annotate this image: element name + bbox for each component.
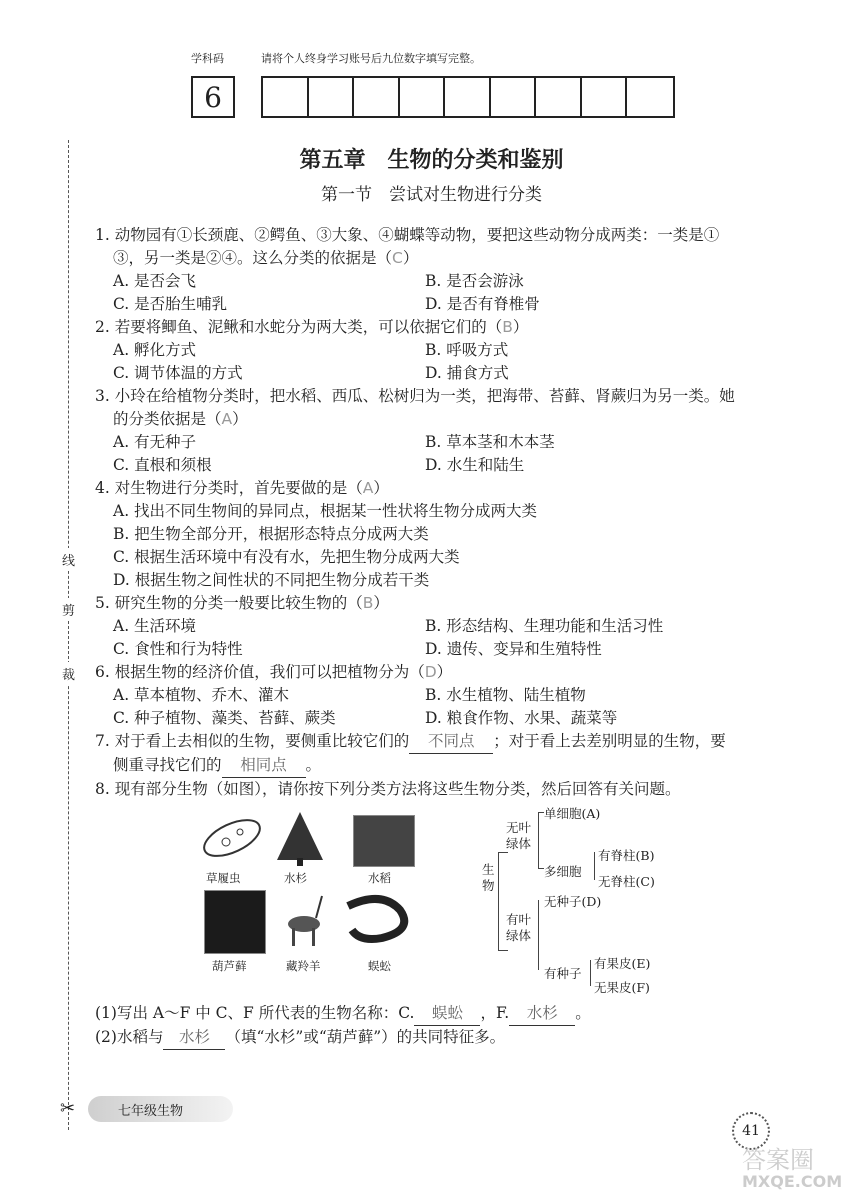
question-6: 6. 根据生物的经济价值，我们可以把植物分为（D） A. 草本植物、乔木、灌木 B. 水生植物、陆生植物 C. 种子植物、藻类、苔藓、蕨类 D. 粮食作物、水果、蔬菜等 — [95, 661, 785, 730]
organism-figures — [196, 810, 436, 980]
option-a: A. 孵化方式 — [113, 341, 197, 359]
answer-mark: A — [362, 479, 374, 497]
instruction-text: 请将个人终身学习账号后九位数字填写完整。 — [261, 52, 481, 65]
option-b: B. 草本茎和木本茎 — [425, 433, 555, 451]
watermark-logo: 答案圈 — [742, 1146, 814, 1174]
digit-box[interactable] — [582, 78, 628, 116]
figure-label: 蜈蚣 — [368, 959, 391, 973]
option-d: D. 是否有脊椎骨 — [425, 295, 540, 313]
question-2: 2. 若要将鲫鱼、泥鳅和水蛇分为两大类，可以依据它们的（B） A. 孵化方式 B. 呼吸方式 C. 调节体温的方式 D. 捕食方式 — [95, 316, 785, 385]
digit-box[interactable] — [354, 78, 400, 116]
classification-tree — [478, 802, 708, 998]
chapter-title: 第五章 生物的分类和鉴别 — [299, 147, 564, 173]
digit-box[interactable] — [627, 78, 673, 116]
tree-no-seed: 无种子(D) — [544, 894, 602, 909]
option-c: C. 调节体温的方式 — [113, 364, 243, 382]
tree-seed: 有种子 — [544, 966, 582, 981]
figure-label: 葫芦藓 — [212, 959, 247, 973]
subject-code-label: 学科码 — [191, 52, 224, 65]
tree-without-peel: 无果皮(F) — [594, 980, 650, 995]
cut-label-line: 线 — [62, 548, 75, 571]
digit-box[interactable] — [445, 78, 491, 116]
question-5: 5. 研究生物的分类一般要比较生物的（B） A. 生活环境 B. 形态结构、生理功能和生活习性 C. 食性和行为特性 D. 遗传、变异和生殖特性 — [95, 592, 785, 661]
answer-mark: B — [502, 318, 513, 336]
answer-mark: D — [424, 663, 437, 681]
question-4: 4. 对生物进行分类时，首先要做的是（A） A. 找出不同生物间的异同点，根据某一性状将生物分成两大类 B. 把生物全部分开，根据形态特点分成两大类 C. 根据生活环境中有没有水，先把生物分成两大类 D. 根据生物之间性状的不同把生物分成若干类 — [95, 477, 785, 592]
tree-multi-cell: 多细胞 — [544, 864, 582, 879]
question-1: 1. 动物园有①长颈鹿、②鳄鱼、③大象、④蝴蝶等动物，要把这些动物分成两类：一类是① ③，另一类是②④。这么分类的依据是（C） A. 是否会飞 B. 是否会游泳 C. 是否胎生哺乳 D. 是否有脊椎骨 — [95, 224, 785, 316]
grade-label: 七年级生物 — [118, 1104, 184, 1119]
question-list — [95, 224, 785, 801]
tree-invertebrate: 无脊柱(C) — [598, 874, 655, 889]
option-c: C. 食性和行为特性 — [113, 640, 243, 658]
answer-blank[interactable]: 水杉 — [163, 1026, 225, 1050]
figure-label: 草履虫 — [206, 871, 241, 885]
metasequoia-figure — [271, 810, 329, 866]
paramecium-figure — [196, 810, 268, 866]
digit-box[interactable] — [309, 78, 355, 116]
answer-mark: B — [362, 594, 374, 612]
option-a: A. 是否会飞 — [113, 272, 197, 290]
cut-line — [68, 140, 69, 1130]
digit-box[interactable] — [400, 78, 446, 116]
option-d: D. 水生和陆生 — [425, 456, 525, 474]
answer-blank[interactable]: 不同点 — [409, 730, 493, 754]
option-d: D. 捕食方式 — [425, 364, 509, 382]
subject-code-box: 6 — [191, 76, 235, 118]
option-b: B. 呼吸方式 — [425, 341, 509, 359]
cut-label-trim: 裁 — [62, 662, 75, 685]
tree-with-peel: 有果皮(E) — [594, 956, 651, 971]
moss-figure — [204, 890, 266, 954]
answer-mark: A — [221, 410, 233, 428]
tree-no-chlorophyll: 无叶绿体 — [506, 820, 532, 851]
option-c: C. 直根和须根 — [113, 456, 212, 474]
question-text: 4. 对生物进行分类时，首先要做的是（ — [95, 479, 363, 497]
digit-box[interactable] — [263, 78, 309, 116]
option-b: B. 是否会游泳 — [425, 272, 524, 290]
question-text: 2. 若要将鲫鱼、泥鳅和水蛇分为两大类，可以依据它们的（ — [95, 318, 503, 336]
option-d: D. 根据生物之间性状的不同把生物分成若干类 — [113, 571, 430, 589]
question-7: 7. 对于看上去相似的生物，要侧重比较它们的 不同点 ；对于看上去差别明显的生物，要 侧重寻找它们的 相同点 。 — [95, 730, 785, 778]
tree-vertebrate: 有脊柱(B) — [598, 848, 655, 863]
option-a: A. 找出不同生物间的异同点，根据某一性状将生物分成两大类 — [113, 502, 538, 520]
option-b: B. 把生物全部分开，根据形态特点分成两大类 — [113, 525, 429, 543]
tree-single-cell: 单细胞(A) — [544, 806, 601, 821]
option-c: C. 种子植物、藻类、苔藓、蕨类 — [113, 709, 336, 727]
antelope-figure — [276, 890, 332, 952]
option-b: B. 形态结构、生理功能和生活习性 — [425, 617, 664, 635]
option-a: A. 草本植物、乔木、灌木 — [113, 686, 290, 704]
scissors-icon: ✂ — [60, 1098, 76, 1119]
question-text: 1. 动物园有①长颈鹿、②鳄鱼、③大象、④蝴蝶等动物，要把这些动物分成两类：一类是① — [95, 226, 720, 244]
figure-label: 水稻 — [368, 871, 391, 885]
tree-has-chlorophyll: 有叶绿体 — [506, 912, 532, 943]
figure-label: 水杉 — [284, 871, 307, 885]
question-text: 5. 研究生物的分类一般要比较生物的（ — [95, 594, 363, 612]
answer-blank[interactable]: 蜈蚣 — [414, 1002, 480, 1026]
option-a: A. 生活环境 — [113, 617, 197, 635]
digit-box[interactable] — [491, 78, 537, 116]
question-text: 3. 小玲在给植物分类时，把水稻、西瓜、松树归为一类，把海带、苔藓、肾蕨归为另一类。她 — [95, 387, 735, 405]
answer-blank[interactable]: 水杉 — [509, 1002, 575, 1026]
tree-root: 生物 — [482, 862, 495, 893]
question-text: 6. 根据生物的经济价值，我们可以把植物分为（ — [95, 663, 425, 681]
option-c: C. 是否胎生哺乳 — [113, 295, 228, 313]
option-d: D. 粮食作物、水果、蔬菜等 — [425, 709, 618, 727]
figure-label: 藏羚羊 — [286, 959, 321, 973]
page-number: 41 — [732, 1112, 770, 1150]
rice-figure — [353, 815, 415, 867]
watermark-url: MXQE.COM — [742, 1172, 843, 1191]
section-title: 第一节 尝试对生物进行分类 — [321, 185, 542, 205]
question-8: 8. 现有部分生物（如图），请你按下列分类方法将这些生物分类，然后回答有关问题。 — [95, 780, 681, 798]
option-d: D. 遗传、变异和生殖特性 — [425, 640, 602, 658]
answer-blank[interactable]: 相同点 — [222, 754, 306, 778]
option-b: B. 水生植物、陆生植物 — [425, 686, 586, 704]
sub-questions: (1)写出 A～F 中 C、F 所代表的生物名称：C. 蜈蚣 ，F. 水杉 。 (2)水稻与 水杉 （填“水杉”或“葫芦藓”）的共同特征多。 — [95, 1002, 785, 1050]
answer-mark: C — [392, 249, 403, 267]
option-c: C. 根据生活环境中有没有水，先把生物分成两大类 — [113, 548, 460, 566]
account-digit-boxes[interactable] — [261, 76, 675, 118]
option-a: A. 有无种子 — [113, 433, 197, 451]
question-3: 3. 小玲在给植物分类时，把水稻、西瓜、松树归为一类，把海带、苔藓、肾蕨归为另一类。她 的分类依据是（A） A. 有无种子 B. 草本茎和木本茎 C. 直根和须根 D. 水生和陆生 — [95, 385, 785, 477]
cut-label-cut: 剪 — [62, 598, 75, 621]
centipede-figure — [342, 890, 418, 952]
digit-box[interactable] — [536, 78, 582, 116]
